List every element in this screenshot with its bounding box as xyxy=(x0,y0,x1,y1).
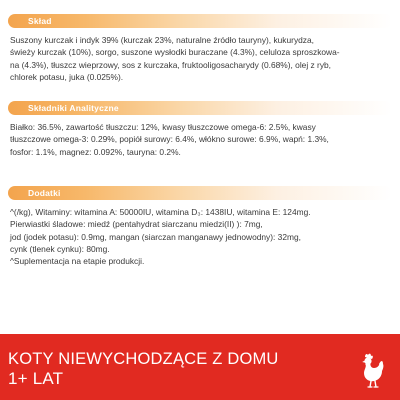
section-header-dodatki xyxy=(8,186,392,200)
dodatki-line: jod (jodek potasu): 0.9mg, mangan (siarczan manganawy jednowodny): 32mg, xyxy=(10,231,301,242)
dodatki-line: cynk (tlenek cynku): 80mg. xyxy=(10,243,110,254)
banner-line-2: 1+ LAT xyxy=(8,369,64,388)
analityczne-line: Białko: 36.5%, zawartość tłuszczu: 12%, kwasy tłuszczowe omega-6: 2.5%, kwasy xyxy=(10,122,316,132)
sklad-line: na (4.3%), tłuszcz wieprzowy, sos z kurczaka, fruktooligosacharydy (0.68%), olej z ryb, xyxy=(10,59,332,70)
banner-line-1: KOTY NIEWYCHODZĄCE Z DOMU xyxy=(8,350,279,368)
section-body-sklad xyxy=(8,34,392,83)
lifestage-banner xyxy=(0,334,400,400)
section-title-sklad: Skład xyxy=(28,16,52,26)
section-body-dodatki xyxy=(8,206,392,267)
section-title-dodatki: Dodatki xyxy=(28,188,61,198)
section-sklad xyxy=(8,14,392,83)
section-header-sklad xyxy=(8,14,392,28)
analityczne-line: fosfor: 1.1%, magnez: 0.092%, tauryna: 0.2%. xyxy=(10,146,181,157)
dodatki-line: ^(/kg), Witaminy: witamina A: 50000IU, witamina D₃: 1438IU, witamina E: 124mg. xyxy=(10,207,311,217)
chicken-icon xyxy=(356,352,386,392)
section-title-analityczne: Składniki Analityczne xyxy=(28,103,119,113)
analityczne-line: tłuszczowe omega-3: 0.29%, popiół surowy: 6.4%, włókno surowe: 6.9%, wapń: 1.3%, xyxy=(10,134,329,145)
section-body-analityczne xyxy=(8,121,392,158)
dodatki-line: ^Suplementacja na etapie produkcji. xyxy=(10,256,145,267)
sklad-line: chlorek potasu, juka (0.025%). xyxy=(10,71,124,82)
sklad-line: świeży kurczak (10%), sorgo, suszone wysłodki buraczane (4.3%), celuloza sproszkowa- xyxy=(10,47,340,58)
section-dodatki xyxy=(8,186,392,267)
section-header-analityczne xyxy=(8,101,392,115)
section-analityczne xyxy=(8,101,392,158)
dodatki-line: Pierwiastki śladowe: miedź (pentahydrat siarczanu miedzi(II) ): 7mg, xyxy=(10,219,263,230)
sklad-line: Suszony kurczak i indyk 39% (kurczak 23%, naturalne źródło tauryny), kukurydza, xyxy=(10,35,314,45)
